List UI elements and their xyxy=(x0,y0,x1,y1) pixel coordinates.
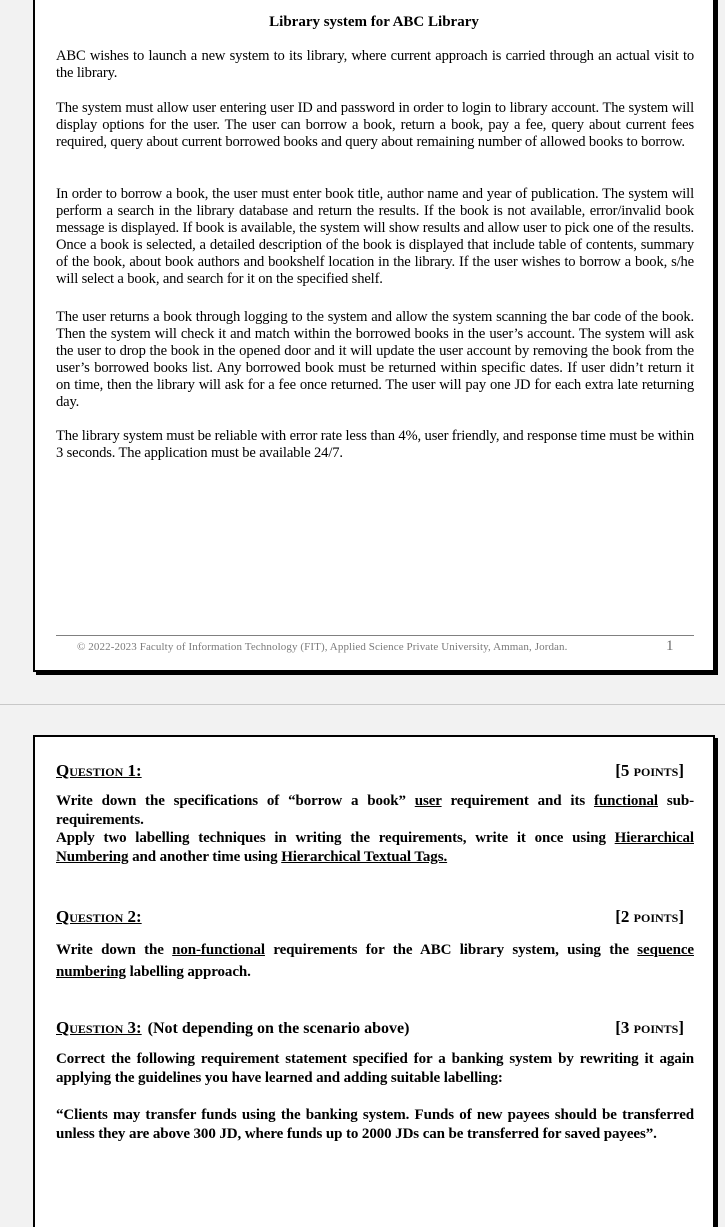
question-3-points: [3 points] xyxy=(615,1018,684,1037)
document-page-1 xyxy=(33,0,715,672)
text-run: labelling approach. xyxy=(125,964,251,980)
footer-divider xyxy=(56,635,694,636)
page-number: 1 xyxy=(666,638,674,654)
paragraph-borrow: In order to borrow a book, the user must enter book title, author name and year of publication. The system will perform a search in the library database and return the results. If the book is not available, error/invalid book message is displayed. If book is available, the system will show results and allow user to pick one of the results. Once a book is selected, a detailed description of the book is displayed that include table of contents, summary of the book, about book authors and bookshelf location in the library. If the user wishes to borrow a book, s/he will select a book, and search for it on the specified shelf. xyxy=(56,186,694,287)
paragraph-intro: ABC wishes to launch a new system to its library, where current approach is carried through an actual visit to the library. xyxy=(56,48,694,81)
question-2-points: [2 points] xyxy=(615,907,684,926)
question-3-instruction: Correct the following requirement statement specified for a banking system by rewriting it again applying the guidelines you have learned and adding suitable labelling: xyxy=(56,1051,694,1086)
document-title: Library system for ABC Library xyxy=(269,14,479,30)
underlined-term: user xyxy=(414,793,442,809)
text-run: requirements for the ABC library system, using the xyxy=(264,942,638,958)
text-run: sub-requirements. xyxy=(56,793,694,828)
question-3-title: Question 3: xyxy=(56,1018,142,1037)
text-run: and another time using xyxy=(128,849,282,865)
text-run: Write down the specifications of “borrow a book” xyxy=(56,793,415,809)
question-1-labelling-instruction xyxy=(56,829,694,867)
question-3-requirement-quote: “Clients may transfer funds using the banking system. Funds of new payees should be transferred unless they are above 300 JD, where funds up to 2000 JDs can be transferred for saved payees”. xyxy=(56,1107,694,1142)
page-footer: © 2022-2023 Faculty of Information Technology (FIT), Applied Science Private University, Amman, Jordan. xyxy=(77,641,568,653)
text-run: requirement and its xyxy=(441,793,594,809)
paragraph-login: The system must allow user entering user ID and password in order to login to library account. The system will display options for the user. The user can borrow a book, return a book, pay a fee, query about current fees required, query about current borrowed books and query about remaining number of allowed books to borrow. xyxy=(56,100,694,150)
underlined-term: Hierarchical Numbering xyxy=(56,830,694,865)
underlined-term: Hierarchical Textual Tags. xyxy=(281,849,448,865)
document-page-2 xyxy=(33,735,715,1227)
question-3-header xyxy=(56,1018,684,1038)
question-1-title: Question 1: xyxy=(56,761,142,780)
page-separator xyxy=(0,704,725,705)
paragraph-nonfunctional: The library system must be reliable with error rate less than 4%, user friendly, and response time must be within 3 seconds. The application must be available 24/7. xyxy=(56,428,694,461)
question-1-points: [5 points] xyxy=(615,761,684,780)
question-1-header xyxy=(56,761,684,781)
question-2-title: Question 2: xyxy=(56,907,142,926)
text-run: Apply two labelling techniques in writing the requirements, write it once using xyxy=(56,830,615,846)
underlined-term: functional xyxy=(593,793,658,809)
underlined-term: non-functional xyxy=(172,942,265,958)
question-2-instruction xyxy=(56,939,694,983)
text-run: Write down the xyxy=(56,942,173,958)
question-2-header xyxy=(56,907,684,927)
question-1-instruction xyxy=(56,792,694,830)
underlined-term: sequence numbering xyxy=(56,942,694,980)
question-3-note: (Not depending on the scenario above) xyxy=(147,1020,410,1037)
paragraph-return: The user returns a book through logging to the system and allow the system scanning the bar code of the book. Then the system will check it and match within the borrowed books in the user’s account. The system will ask the user to drop the book in the opened door and it will update the user account by removing the book from the user’s borrowed books list. Any borrowed book must be returned within specific dates. If user didn’t return it on time, then the library will ask for a fee once returned. The user will pay one JD for each extra late returning day. xyxy=(56,309,694,410)
